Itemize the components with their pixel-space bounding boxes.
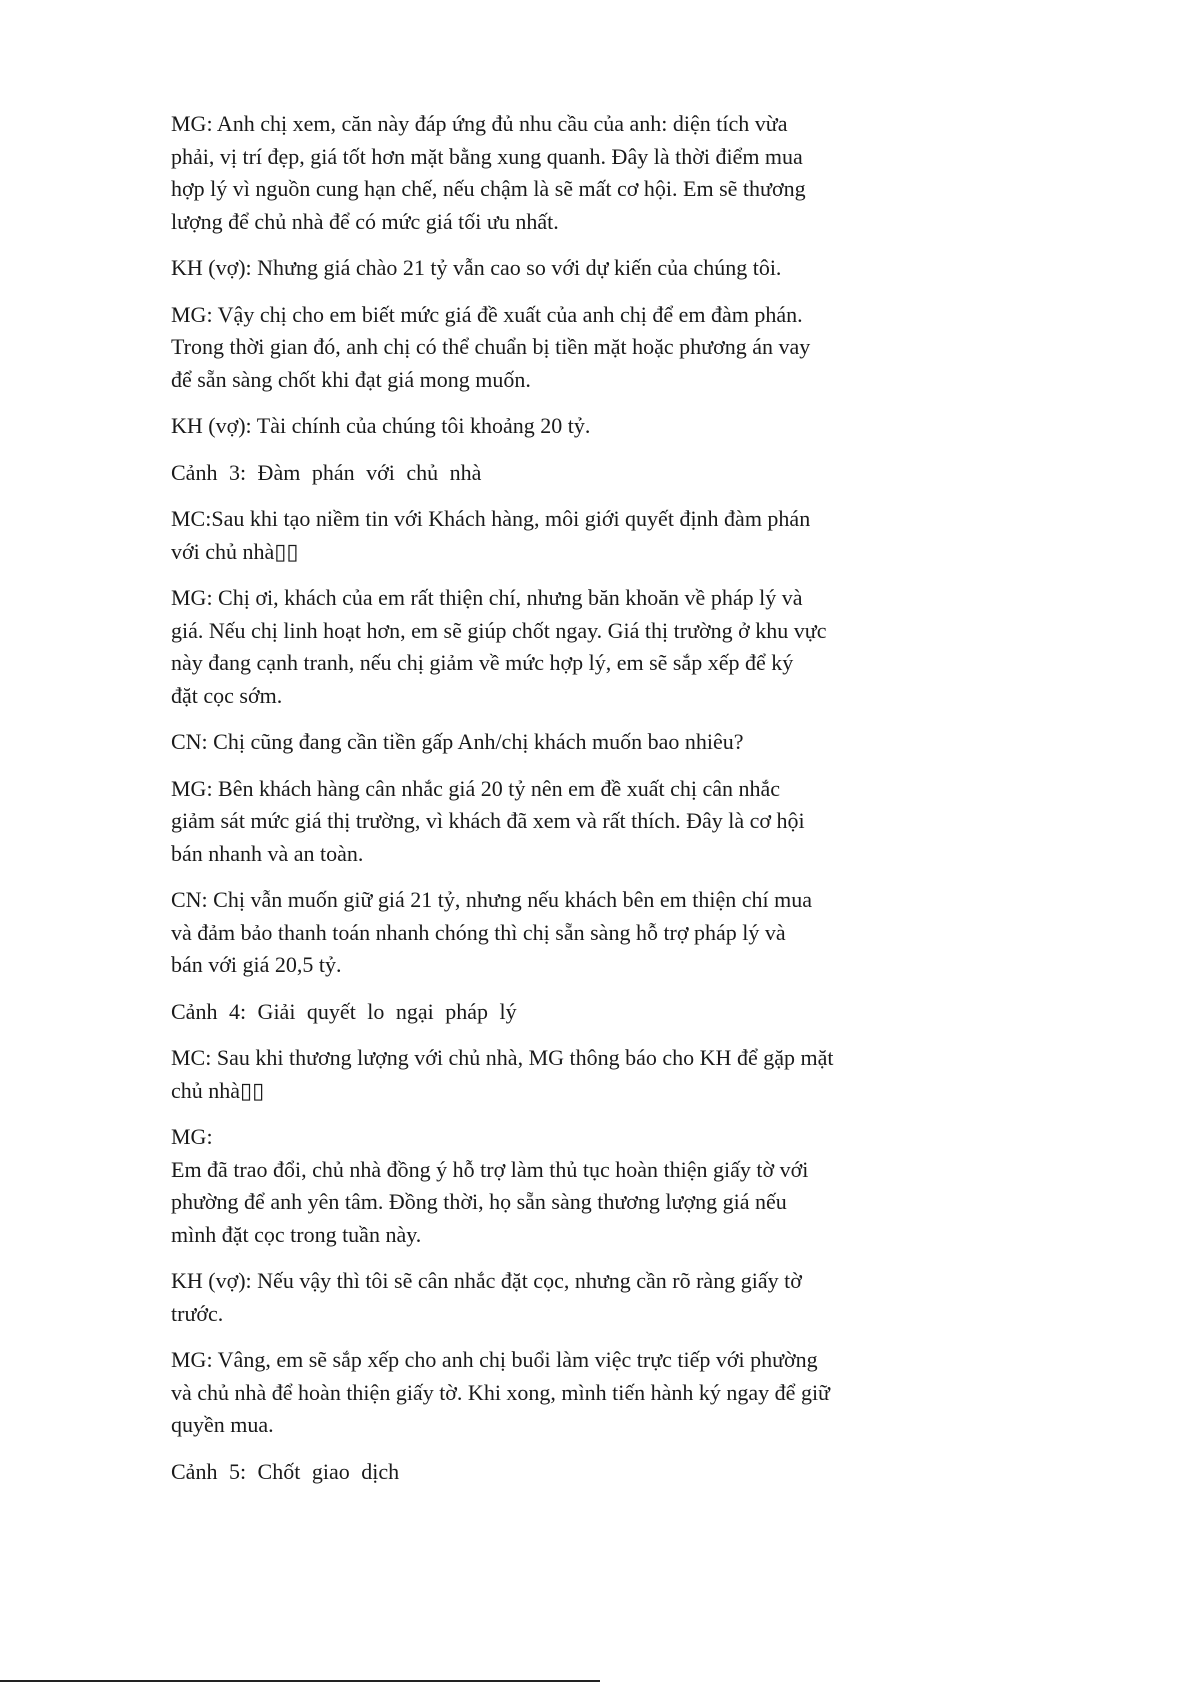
dialogue-paragraph: MG: Anh chị xem, căn này đáp ứng đủ nhu cầu của anh: diện tích vừa phải, vị trí đẹp, giá tốt hơn mặt bằng xung quanh. Đây là thời điểm mua hợp lý vì nguồn cung hạn chế, nếu chậm là sẽ mất cơ hội. Em sẽ thương lượng để chủ nhà để có mức giá tối ưu nhất. [171,111,806,234]
dialogue-paragraph: CN: Chị cũng đang cần tiền gấp Anh/chị khách muốn bao nhiêu? [171,729,744,754]
dialogue-paragraph: KH (vợ): Nếu vậy thì tôi sẽ cân nhắc đặt cọc, nhưng cần rõ ràng giấy tờ trước. [171,1268,802,1326]
narration-paragraph: MC: Sau khi thương lượng với chủ nhà, MG thông báo cho KH để gặp mặt chủ nhà▯▯ [171,1045,834,1103]
narration-paragraph: MC:Sau khi tạo niềm tin với Khách hàng, môi giới quyết định đàm phán với chủ nhà▯▯ [171,506,811,564]
dialogue-paragraph: KH (vợ): Tài chính của chúng tôi khoảng 20 tỷ. [171,413,591,438]
scene-heading: Cảnh 3: Đàm phán với chủ nhà [171,459,482,485]
page-bottom-rule [0,1680,600,1682]
dialogue-paragraph: CN: Chị vẫn muốn giữ giá 21 tỷ, nhưng nếu khách bên em thiện chí mua và đảm bảo thanh toán nhanh chóng thì chị sẵn sàng hỗ trợ pháp lý và bán với giá 20,5 tỷ. [171,887,812,977]
scene-heading: Cảnh 4: Giải quyết lo ngại pháp lý [171,998,517,1024]
dialogue-paragraph: MG: Vâng, em sẽ sắp xếp cho anh chị buổi làm việc trực tiếp với phường và chủ nhà để hoàn thiện giấy tờ. Khi xong, mình tiến hành ký ngay để giữ quyền mua. [171,1347,830,1437]
dialogue-paragraph: MG: Chị ơi, khách của em rất thiện chí, nhưng băn khoăn về pháp lý và giá. Nếu chị linh hoạt hơn, em sẽ giúp chốt ngay. Giá thị trường ở khu vực này đang cạnh tranh, nếu chị giảm về mức hợp lý, em sẽ sắp xếp để ký đặt cọc sớm. [171,585,827,708]
dialogue-paragraph: MG: Vậy chị cho em biết mức giá đề xuất của anh chị để em đàm phán. Trong thời gian đó, anh chị có thể chuẩn bị tiền mặt hoặc phương án vay để sẵn sàng chốt khi đạt giá mong muốn. [171,301,811,392]
dialogue-paragraph: KH (vợ): Nhưng giá chào 21 tỷ vẫn cao so với dự kiến của chúng tôi. [171,255,782,280]
dialogue-paragraph: MG: Bên khách hàng cân nhắc giá 20 tỷ nên em đề xuất chị cân nhắc giảm sát mức giá thị trường, vì khách đã xem và rất thích. Đây là cơ hội bán nhanh và an toàn. [171,775,805,866]
scene-heading: Cảnh 5: Chốt giao dịch [171,1458,400,1484]
document-body [171,108,1001,1502]
dialogue-paragraph: MG: Em đã trao đổi, chủ nhà đồng ý hỗ trợ làm thủ tục hoàn thiện giấy tờ với phường để anh yên tâm. Đồng thời, họ sẵn sàng thương lượng giá nếu mình đặt cọc trong tuần này. [171,1124,809,1247]
